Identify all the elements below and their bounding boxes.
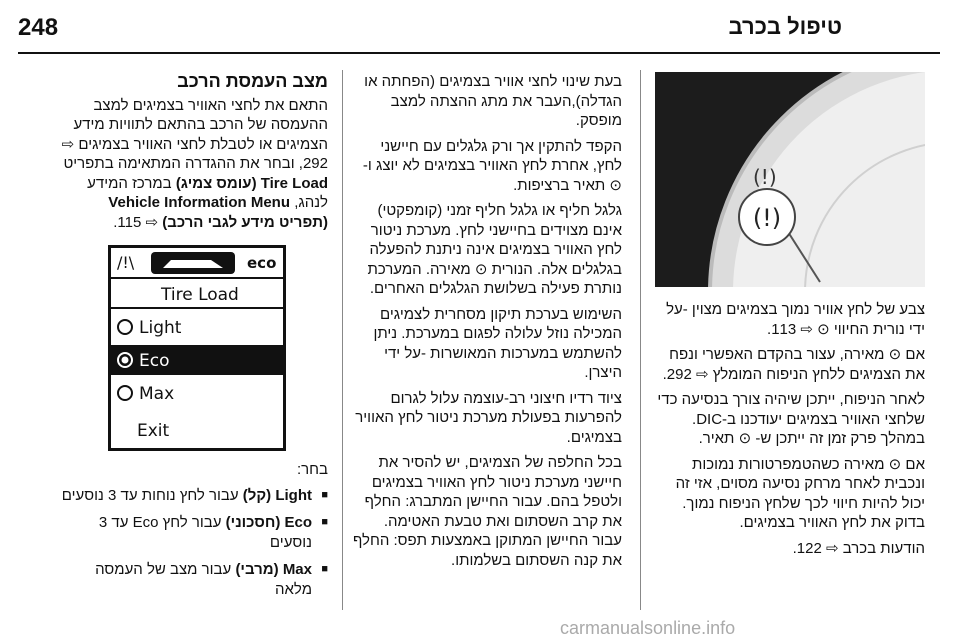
radio-icon: [118, 320, 132, 334]
display-option: Max: [139, 384, 175, 404]
choose-label: בחר:: [296, 461, 328, 478]
left-column-lower: [58, 460, 328, 607]
middle-column: [352, 72, 622, 576]
paragraph: צבע של לחץ אוויר נמוך בצמיגים מצוין -על ידי נורית החיווי ⊙ ⇨ 113.: [666, 301, 925, 338]
vertical-separator: [342, 70, 343, 610]
display-exit: Exit: [137, 421, 170, 441]
svg-text:/!\: /!\: [117, 253, 135, 272]
page-number: 248: [18, 14, 59, 41]
display-svg: [111, 248, 283, 448]
paragraph: לאחר הניפוח, ייתכן שיהיה צורך בנסיעה כדי שלחצי האוויר בצמיגים יעודכנו ב-DIC. במהלך פרק זמן זה ייתכן ש- ⊙ תאיר.: [657, 391, 925, 447]
speedometer-illustration: [655, 72, 925, 287]
option-list: [58, 486, 328, 600]
display-option: Eco: [139, 351, 170, 371]
speedometer-svg: [655, 72, 925, 287]
display-title: Tire Load: [161, 285, 239, 305]
option-term: Light (קל): [242, 486, 312, 504]
vertical-separator: [640, 70, 641, 610]
menu-term: Tire Load (עומס צמיג): [175, 174, 328, 192]
paragraph: גלגל חליף או גלגל חליף זמני (קומפקטי) אינם מצוידים בחיישני לחץ. מערכת ניטור לחץ האוויר בצמיגים אינה ניתנת להפעלה בגלגלים אלה. הנורית ⊙ מאירה. המערכת נותרת פעילה בשלושת הגלגלים האחרים.: [367, 202, 622, 297]
text: במרכז המידע לנהג,: [87, 174, 328, 211]
left-column: [58, 72, 328, 238]
paragraph: [58, 96, 328, 233]
paragraph: ציוד רדיו חיצוני רב-עוצמה עלול לגרום להפרעות בפעולת מערכת ניטור לחץ האוויר בצמיגים.: [355, 389, 622, 446]
text: עבור מצב של העמסה מלאה: [95, 561, 312, 598]
list-item: [58, 560, 328, 599]
paragraph: בכל החלפה של הצמיגים, יש להסיר את חיישני מערכת ניטור לחץ האוויר בצמיגים ולטפל בהם. עבור החיישן המתברג: החלף את קרב השסתום ואת טבעת האטימה. עבור החיישן המתוקן באמצעות תפס: החלף את קנה השסתום בשלמותו.: [352, 454, 622, 569]
text: עבור לחץ Eco עד 3 נוסעים: [98, 514, 312, 551]
menu-term: Vehicle Information: [108, 194, 247, 211]
option-highlight: [111, 345, 283, 375]
paragraph: הודעות בכרב ⇨ 122.: [792, 539, 925, 557]
list-item: [58, 513, 328, 552]
text: התאם את לחצי האוויר בצמיגים למצב ההעמסה של הרכב בהתאם לתוויות מידע הצמיגים או לטבלת לחצי האוויר בצמיגים ⇨ 292, ובחר את ההגדרה המתאימה בתפריט: [61, 96, 328, 172]
tire-load-display: [108, 245, 286, 451]
text: ⇨ 115.: [113, 213, 163, 231]
paragraph: השימוש בערכת תיקון מסחרית לצמיגים המכילה נוזל עלולה לפגום במערכת. ניתן להשתמש במערכות המאושרות -על ידי היצרן.: [373, 305, 622, 381]
right-column: [655, 300, 925, 564]
list-item: [58, 486, 328, 506]
option-term: Eco (חסכוני): [225, 514, 312, 531]
footer-watermark: carmanualsonline.info: [560, 618, 736, 638]
chapter-title: טיפול בכרב: [728, 14, 842, 39]
paragraph: בעת שינוי לחצי אוויר בצמיגים (הפחתה או הגדלה),העבר את מתג ההצתה למצב מופסק.: [364, 73, 622, 129]
header-rule: [18, 52, 940, 54]
paragraph: אם ⊙ מאירה, עצור בהקדם האפשרי ונפח את הצמיגים ללחץ הניפוח המומלץ ⇨ 292.: [662, 346, 925, 383]
section-heading: מצב העמסת הרכב: [177, 71, 328, 91]
svg-text:(!): (!): [753, 165, 777, 189]
text: עבור לחץ נוחות עד 3 נוסעים: [61, 486, 243, 504]
display-option: Light: [139, 318, 182, 338]
paragraph: אם ⊙ מאירה כשהטמפרטורות נמוכות ונכבית לאחר מרחק נסיעה מסוים, אזי זה יכול להיות חיווי לכך שלחץ הניפוח נמוך. בדוק את לחץ האוויר בצמיגים.: [675, 455, 925, 531]
svg-text:(!): (!): [752, 204, 782, 232]
radio-icon: [118, 386, 132, 400]
menu-term: Menu (תפריט מידע לגבי הרכב): [162, 194, 328, 231]
option-term: Max (מרבי): [235, 561, 312, 578]
tab-eco: eco: [247, 254, 277, 272]
radio-dot-icon: [122, 357, 129, 364]
paragraph: הקפד להתקין אך ורק גלגלים עם חיישני לחץ, אחרת לחץ האוויר בצמיגים לא יוצג ו- ⊙ תאיר ברציפות.: [362, 137, 622, 194]
